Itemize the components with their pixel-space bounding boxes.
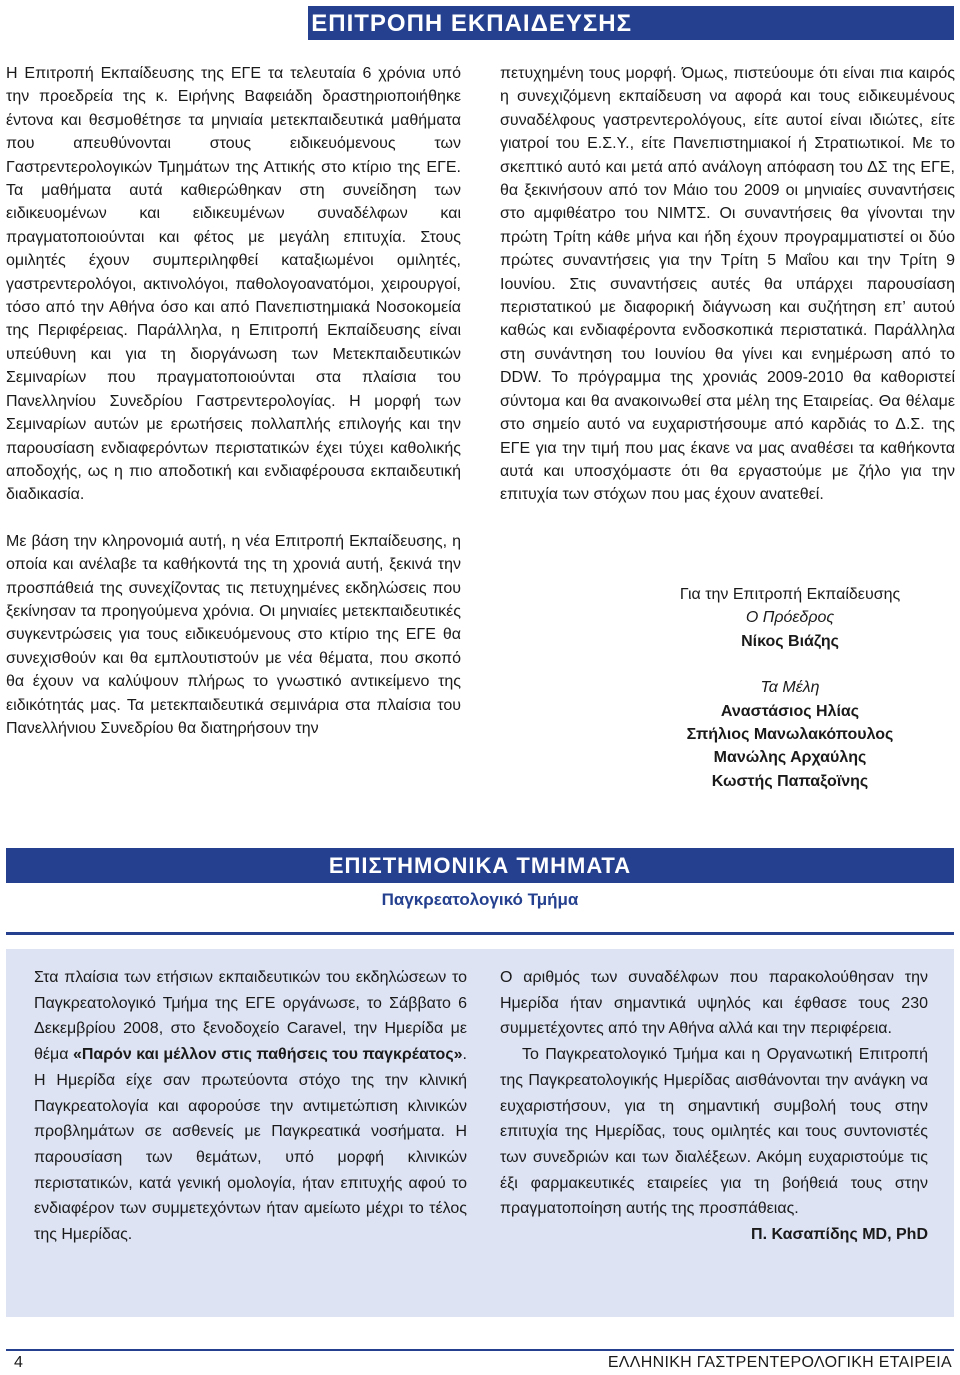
divider [6,932,954,935]
pancreas-rest-text: . Η Ημερίδα είχε σαν πρωτεύοντα στόχο της την κλινική Παγκρεατολογία και αφορούσε την αντιμετώπιση κλινικών προβλημάτων σε ασθενείς με Παγκρεατικά νοσήματα. Η παρουσίαση των θεμάτων, υπό μορφή κλινικών περιστατικών, κατά γενική ομολογία, ήταν επιτυχής αφού το ενδιαφέρον των συμμετεχόντων ήταν αμείωτο μέχρι το τέλος της Ημερίδας. [34,1046,467,1244]
pancreas-paragraph: Ο αριθμός των συναδέλφων που παρακολούθησαν την Ημερίδα ήταν σημαντικά υψηλός και έφθασε τους 230 συμμετέχοντες από την Αθήνα αλλά και την περιφέρεια. [500,969,928,1038]
committee-header-title: ΕΠΙΤΡΟΠΗ ΕΚΠΑΙΔΕΥΣΗΣ [311,10,632,37]
pancreas-report-box [6,949,954,1317]
member-name: Κωστής Παπαξοϊνης [711,772,869,790]
committee-paragraph: πετυχημένη τους μορφή. Όμως, πιστεύουμε ότι είναι πια καιρός η συνεχιζόμενη εκπαίδευση να αφορά και τους ειδικευμένους συναδέλφους γαστρεντερολόγους, είτε αυτοί είναι ιδιώτες, είτε γιατροί του Ε.Σ.Υ., είτε Πανεπιστημιακοί ή Στρατιωτικοί. Με το σκεπτικό αυτό και μετά από ανάλογη απόφαση του ΔΣ της ΕΓΕ, θα ξεκινήσουν από τον Μάιο του 2009 οι μηνιαίες συναντήσεις στο αμφιθέατρο του ΝΙΜΤΣ. Οι συναντήσεις θα γίνονται την πρώτη Τρίτη κάθε μήνα και ήδη έχουν προγραμματιστεί οι δύο πρώτες συναντήσεις για την Τρίτη 5 Μαΐου και την Τρίτη 9 Ιουνίου. Στις συναντήσεις αυτές θα υπάρχει παρουσίαση περιστατικού με διαφορική διάγνωση και συζήτηση επ’ αυτού καθώς και ενδιαφέροντα ενδοσκοπικά περιστατικά. Παράλληλα στη συνάντηση του Ιουνίου θα γίνει και ενημέρωση από το DDW. Το πρόγραμμα της χρονιάς 2009-2010 θα καθοριστεί σύντομα και θα ανακοινωθεί στα μέλη της Εταιρείας. Θα θέλαμε στο σημείο αυτό να ευχαριστήσουμε από καρδιάς το Δ.Σ. της ΕΓΕ για την τιμή που μας έκανε να μας αναθέσει τα καθήκοντα αυτά και υποσχόμαστε ότι θα εργαστούμε με ζήλο για την επιτυχία των στόχων που μας έχουν ανατεθεί. [500,65,955,504]
president-role: Ο Πρόεδρος [745,609,835,627]
committee-left-column [6,62,461,740]
pancreas-paragraph [34,965,467,1248]
committee-paragraph: Με βάση την κληρονομιά αυτή, η νέα Επιτροπή Εκπαίδευσης, η οποία και ανέλαβε τα καθήκοντά της τη χρονιά αυτή, ξεκινά την προσπάθειά της συνεχίζοντας τις πετυχημένες εκδηλώσεις που ξεκίνησαν τα προηγούμενα χρόνια. Οι μηνιαίες μετεκπαιδευτικές συγκεντρώσεις για τους ειδικευόμενους στο κτίριο της ΕΓΕ θα συνεχισθούν και θα εμπλουτιστούν με νέα θέματα, που σκοπό θα έχουν να καλύψουν πλήρως το γνωστικό αντικείμενο της ειδικότητάς μας. Τα μετεκπαιδευτικά σεμινάρια στα πλαίσια του Πανελλήνιου Συνεδρίου θα διατηρήσουν την [6,532,461,737]
committee-signature [610,583,960,793]
pancreas-signature: Π. Κασαπίδης MD, PhD [751,1226,928,1244]
committee-header-band [308,6,954,40]
member-name: Μανώλης Αρχαύλης [713,749,867,767]
committee-paragraph: Η Επιτροπή Εκπαίδευσης της ΕΓΕ τα τελευταία 6 χρόνια υπό την προεδρεία της κ. Ειρήνης Βαφειάδη δραστηριοποιήθηκε έντονα και θεσμοθέτησε τα μηνιαία μετεκπαιδευτικά μαθήματα που απευθύνονται στους ειδικευόμενους των Γαστρεντερολογικών Τμημάτων της Αττικής στο κτίριο της ΕΓΕ. Τα μαθήματα αυτά καθιερώθηκαν στη συνείδηση των ειδικευομένων και ειδικευμένων συναδέλφων και πραγματοποιούνται και φέτος με μεγάλη επιτυχία. Στους ομιλητές έχουν συμπεριληφθεί καταξιωμένοι ομιλητές, γαστρεντερολόγοι, ακτινολόγοι, παθολογοανατόμοι, χειρουργοί, τόσο από την Αθήνα όσο και από Πανεπιστημιακά Νοσοκομεία της Περιφέρειας. Παράλληλα, η Επιτροπή Εκπαίδευσης είναι υπεύθυνη και για τη διοργάνωση των Μετεκπαιδευτικών Σεμιναρίων που πραγματοποιούνται στα πλαίσια του Πανελληνίου Συνεδρίου Γαστρεντερολογίας. Η μορφή των Σεμιναρίων αυτών με ερωτήσεις πολλαπλής επιλογής και την παρουσίαση ενδιαφερόντων περιστατικών έχει τύχει καθολικής αποδοχής, ως η πιο αποδοτική και ενδιαφέρουσα εκπαιδευτική διαδικασία. [6,65,461,504]
committee-right-column [500,62,955,507]
section-subtitle: Παγκρεατολογικό Τμήμα [381,890,579,909]
pancreas-right-column [500,965,928,1248]
footer-organization: ΕΛΛΗΝΙΚΗ ΓΑΣΤΡΕΝΤΕΡΟΛΟΓΙΚΗ ΕΤΑΙΡΕΙΑ [607,1354,952,1371]
pancreas-left-column [34,965,467,1248]
signature-for-label: Για την Επιτροπή Εκπαίδευσης [679,586,901,603]
pancreas-paragraph: Το Παγκρεατολογικό Τμήμα και η Οργανωτική Επιτροπή της Παγκρεατολογικής Ημερίδας αισθάνονται την ανάγκη να ευχαριστήσουν, για τη σημαντική συμβολή τους στην επιτυχία της Ημερίδας, τους ομιλητές και τους συντονιστές των συνεδριών και των διαλέξεων. Ακόμη ευχαριστούμε τις έξι φαρμακευτικές εταιρείες για τη βοήθειά τους στην πραγματοποίηση αυτής της προσπάθειας. [500,1046,928,1218]
member-name: Σπήλιος Μανωλακόπουλος [686,726,894,744]
pancreas-intro-text: Στα πλαίσια των ετήσιων εκπαιδευτικών του εκδηλώσεων το Παγκρεατολογικό Τμήμα της ΕΓΕ οργάνωσε, το Σάββατο 6 Δεκεμβρίου 2008, στο ξενοδοχείο Caravel, την Ημερίδα με θέμα [34,969,467,1064]
event-theme: «Παρόν και μέλλον στις παθήσεις του παγκρέατος» [72,1046,463,1064]
footer-divider [6,1349,954,1351]
page-number: 4 [14,1354,23,1371]
members-role: Τα Μέλη [760,679,820,697]
president-name: Νίκος Βιάζης [741,632,839,650]
section-title: ΕΠΙΣΤΗΜΟΝΙΚΑ ΤΜΗΜΑΤΑ [328,853,632,878]
member-name: Αναστάσιος Ηλίας [720,702,860,720]
section-header-band [6,848,954,883]
